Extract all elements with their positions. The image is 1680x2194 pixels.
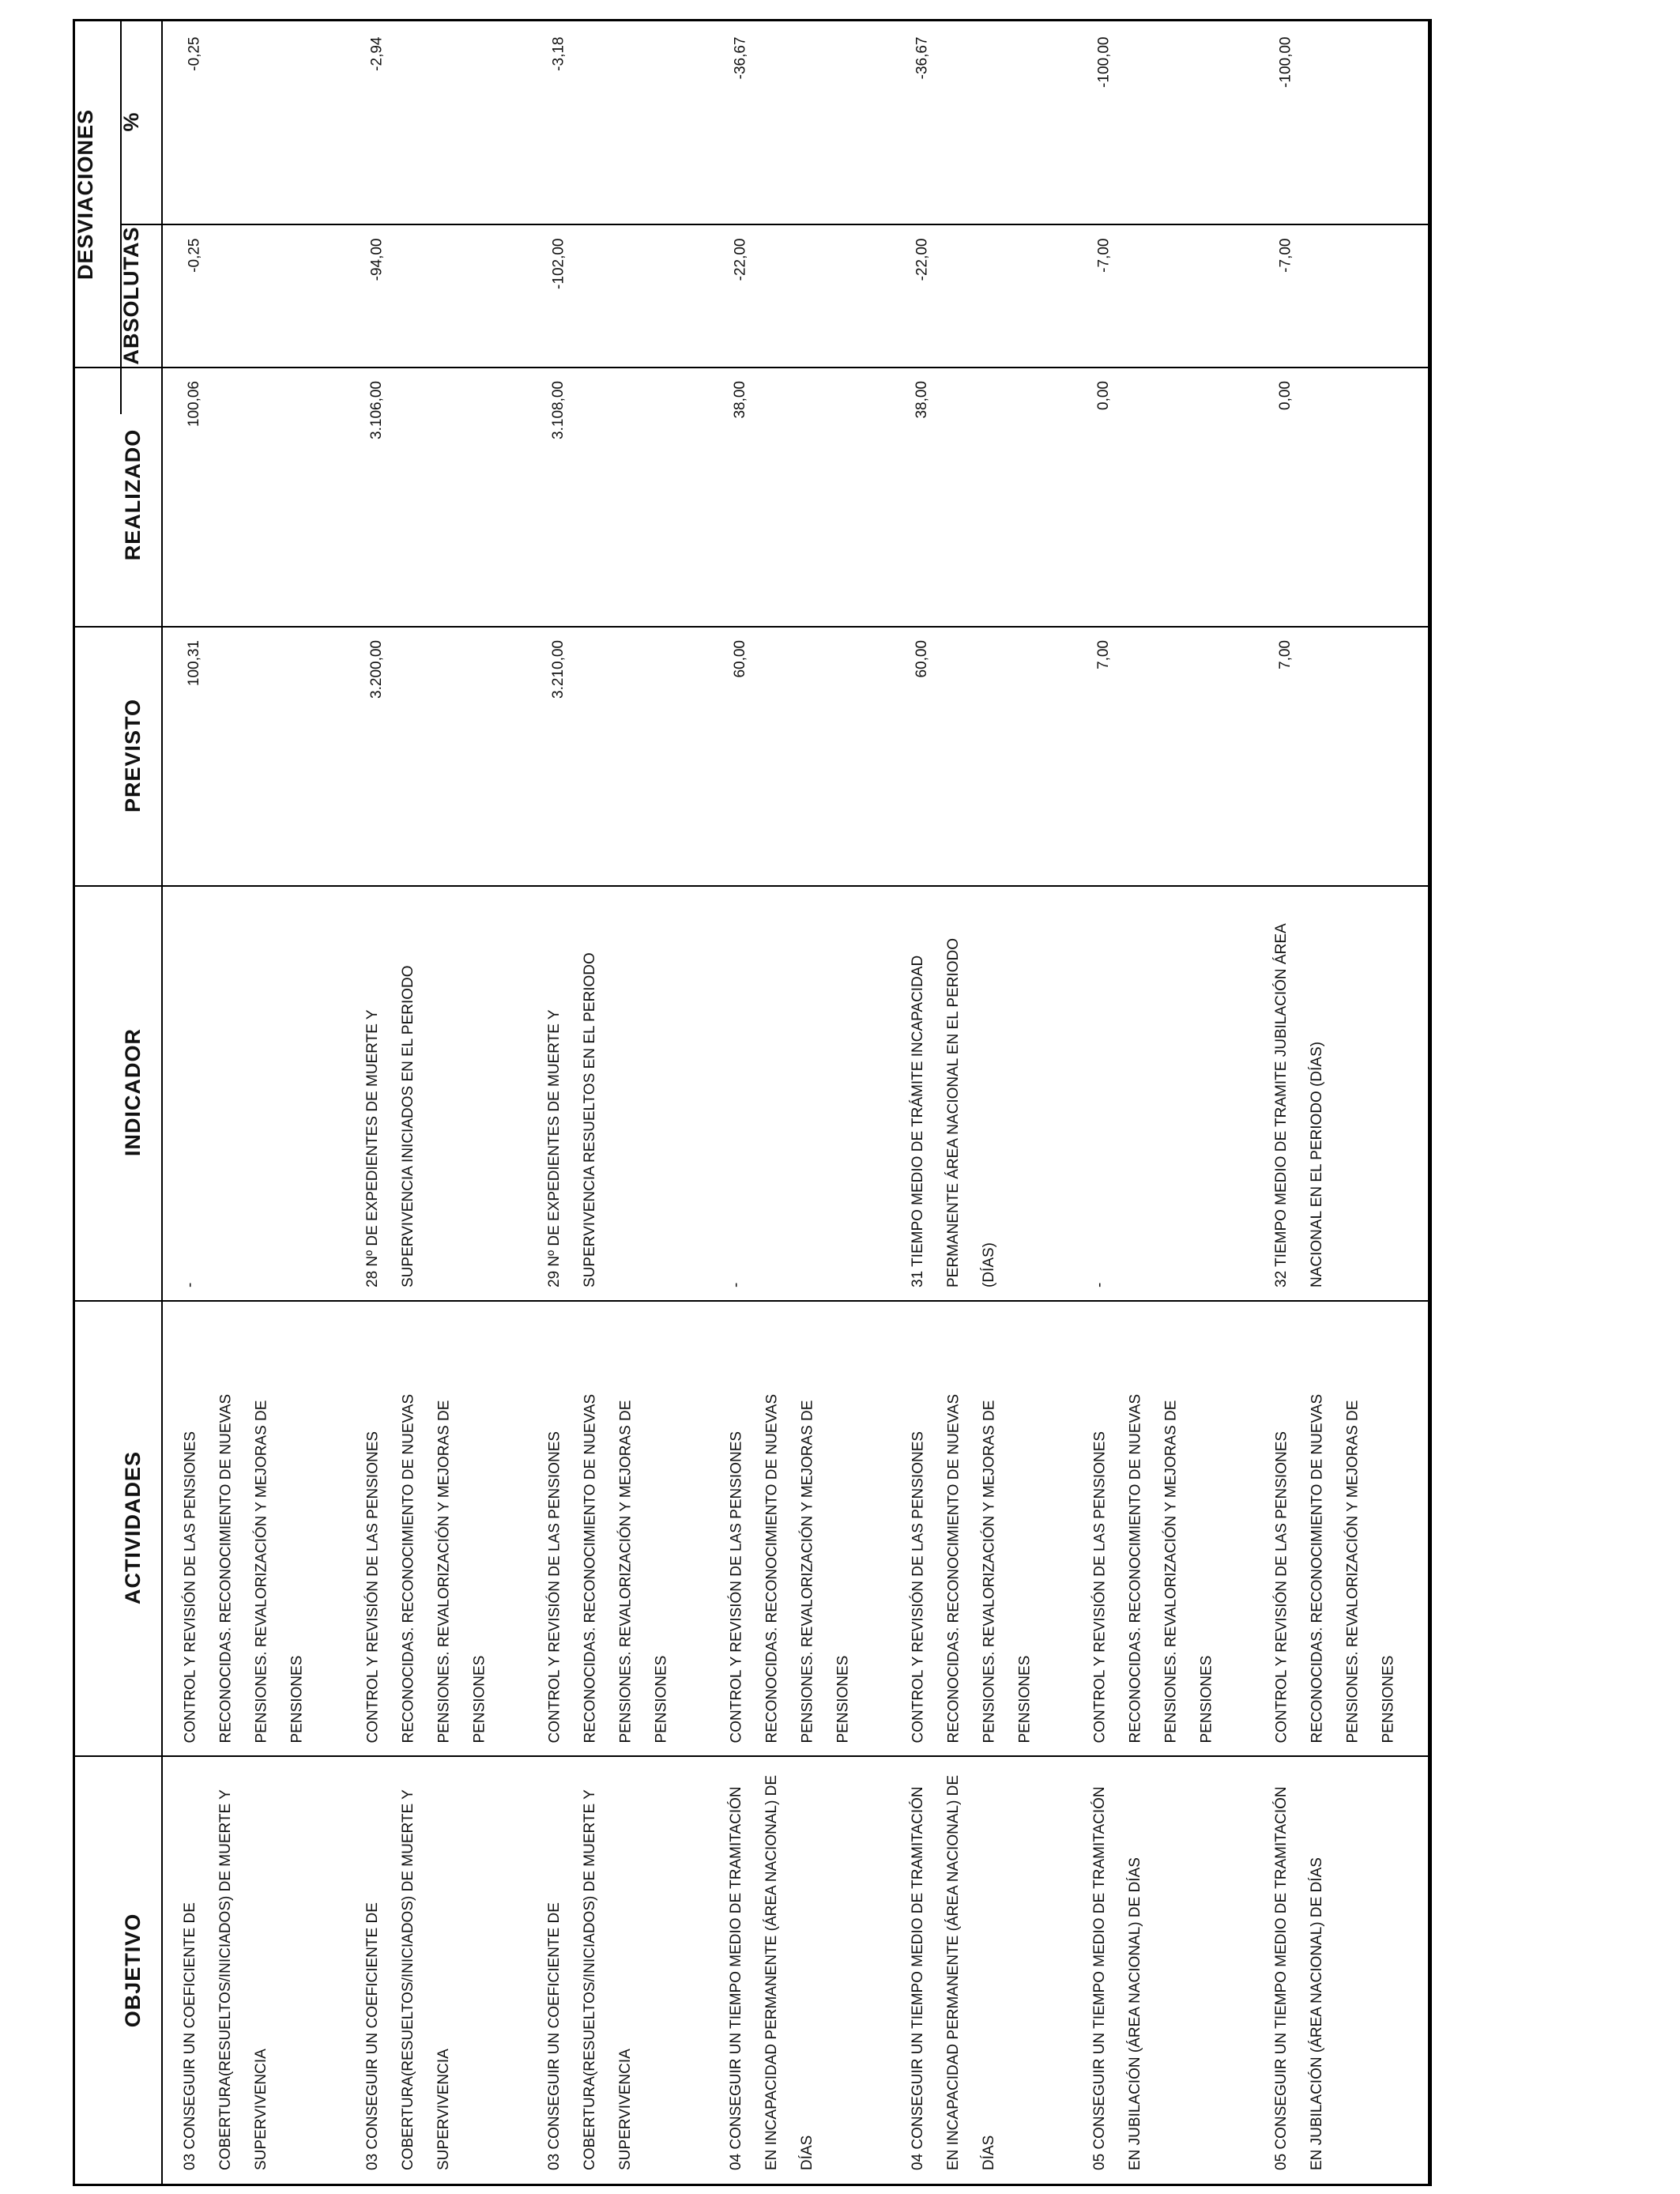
cell-pct: -100,00 — [1277, 36, 1294, 88]
cell-realizado: 3.108,00 — [550, 381, 567, 439]
header-previsto: PREVISTO — [121, 698, 145, 813]
cell-previsto: 100,31 — [186, 640, 202, 687]
cell-absolutas: -22,00 — [732, 238, 748, 281]
header-realizado: REALIZADO — [121, 428, 145, 561]
cell-absolutas: -0,25 — [186, 238, 202, 273]
col-divider-realizado — [73, 367, 1432, 368]
col-divider-indicador — [73, 885, 1432, 887]
cell-previsto: 7,00 — [1277, 640, 1294, 669]
header-actividades: ACTIVIDADES — [121, 1451, 145, 1605]
cell-actividades: CONTROL Y REVISIÓN DE LAS PENSIONES RECONOCIDAS. RECONOCIMIENTO DE NUEVAS PENSIONES. REVALORIZACIÓN Y MEJORAS DE PENSIONES — [1273, 1393, 1396, 1743]
cell-pct: -100,00 — [1095, 36, 1112, 88]
header-pct: % — [119, 111, 143, 132]
cell-pct: -36,67 — [913, 36, 930, 79]
cell-indicador: 31 TIEMPO MEDIO DE TRÁMITE INCAPACIDAD PERMANENTE ÁREA NACIONAL EN EL PERIODO (DÍAS) — [910, 937, 997, 1287]
cell-objetivo: 03 CONSEGUIR UN COEFICIENTE DE COBERTURA(RESUELTOS/INICIADOS) DE MUERTE Y SUPERVIVENCIA — [364, 1789, 452, 2170]
cell-pct: -0,25 — [186, 36, 202, 71]
col-divider-absolutas-pct — [120, 224, 1432, 225]
cell-realizado: 0,00 — [1277, 381, 1294, 410]
cell-pct: -36,67 — [732, 36, 748, 79]
header-absolutas: ABSOLUTAS — [119, 226, 143, 365]
cell-objetivo: 03 CONSEGUIR UN COEFICIENTE DE COBERTURA(RESUELTOS/INICIADOS) DE MUERTE Y SUPERVIVENCIA — [182, 1789, 269, 2170]
cell-objetivo: 05 CONSEGUIR UN TIEMPO MEDIO DE TRAMITACIÓN EN JUBILACIÓN (ÁREA NACIONAL) DE DÍAS — [1273, 1786, 1325, 2170]
cell-previsto: 60,00 — [732, 640, 748, 678]
cell-realizado: 0,00 — [1095, 381, 1112, 410]
cell-absolutas: -7,00 — [1277, 238, 1294, 273]
cell-indicador: 29 Nº DE EXPEDIENTES DE MUERTE Y SUPERVIVENCIA RESUELTOS EN EL PERIODO — [546, 952, 598, 1287]
cell-actividades: CONTROL Y REVISIÓN DE LAS PENSIONES RECONOCIDAS. RECONOCIMIENTO DE NUEVAS PENSIONES. REVALORIZACIÓN Y MEJORAS DE PENSIONES — [546, 1393, 669, 1743]
col-divider-previsto — [73, 626, 1432, 628]
cell-pct: -3,18 — [550, 36, 567, 71]
cell-pct: -2,94 — [368, 36, 385, 71]
cell-actividades: CONTROL Y REVISIÓN DE LAS PENSIONES RECONOCIDAS. RECONOCIMIENTO DE NUEVAS PENSIONES. REVALORIZACIÓN Y MEJORAS DE PENSIONES — [182, 1393, 305, 1743]
cell-indicador: 32 TIEMPO MEDIO DE TRAMITE JUBILACIÓN ÁREA NACIONAL EN EL PERIODO (DÍAS) — [1273, 924, 1325, 1287]
cell-objetivo: 05 CONSEGUIR UN TIEMPO MEDIO DE TRAMITACIÓN EN JUBILACIÓN (ÁREA NACIONAL) DE DÍAS — [1091, 1786, 1143, 2170]
cell-objetivo: 04 CONSEGUIR UN TIEMPO MEDIO DE TRAMITACIÓN EN INCAPACIDAD PERMANENTE (ÁREA NACIONAL) DE DÍAS — [910, 1774, 997, 2170]
cell-actividades: CONTROL Y REVISIÓN DE LAS PENSIONES RECONOCIDAS. RECONOCIMIENTO DE NUEVAS PENSIONES. REVALORIZACIÓN Y MEJORAS DE PENSIONES — [728, 1393, 851, 1743]
cell-previsto: 3.200,00 — [368, 640, 385, 699]
cell-absolutas: -94,00 — [368, 238, 385, 281]
cell-absolutas: -102,00 — [550, 238, 567, 289]
cell-previsto: 60,00 — [913, 640, 930, 678]
cell-previsto: 3.210,00 — [550, 640, 567, 699]
cell-indicador: 28 Nº DE EXPEDIENTES DE MUERTE Y SUPERVIVENCIA INICIADOS EN EL PERIODO — [364, 965, 416, 1287]
col-divider-objetivo — [73, 1755, 1432, 1757]
cell-actividades: CONTROL Y REVISIÓN DE LAS PENSIONES RECONOCIDAS. RECONOCIMIENTO DE NUEVAS PENSIONES. REVALORIZACIÓN Y MEJORAS DE PENSIONES — [1091, 1393, 1215, 1743]
cell-objetivo: 04 CONSEGUIR UN TIEMPO MEDIO DE TRAMITACIÓN EN INCAPACIDAD PERMANENTE (ÁREA NACIONAL) DE DÍAS — [728, 1774, 816, 2170]
cell-absolutas: -7,00 — [1095, 238, 1112, 273]
col-divider-actividades — [73, 1300, 1432, 1302]
header-column-divider — [161, 19, 163, 2186]
header-desviaciones: DESVIACIONES — [73, 108, 97, 281]
cell-realizado: 100,06 — [186, 381, 202, 428]
header-indicador: INDICADOR — [121, 1028, 145, 1156]
cell-indicador: - — [1091, 1282, 1108, 1287]
cell-indicador: - — [182, 1282, 198, 1287]
cell-indicador: - — [728, 1282, 744, 1287]
cell-actividades: CONTROL Y REVISIÓN DE LAS PENSIONES RECONOCIDAS. RECONOCIMIENTO DE NUEVAS PENSIONES. REVALORIZACIÓN Y MEJORAS DE PENSIONES — [910, 1393, 1033, 1743]
cell-objetivo: 03 CONSEGUIR UN COEFICIENTE DE COBERTURA(RESUELTOS/INICIADOS) DE MUERTE Y SUPERVIVENCIA — [546, 1789, 634, 2170]
cell-actividades: CONTROL Y REVISIÓN DE LAS PENSIONES RECONOCIDAS. RECONOCIMIENTO DE NUEVAS PENSIONES. REVALORIZACIÓN Y MEJORAS DE PENSIONES — [364, 1393, 488, 1743]
cell-realizado: 3.106,00 — [368, 381, 385, 439]
cell-realizado: 38,00 — [913, 381, 930, 419]
cell-previsto: 7,00 — [1095, 640, 1112, 669]
cell-absolutas: -22,00 — [913, 238, 930, 281]
cell-realizado: 38,00 — [732, 381, 748, 419]
header-objetivo: OBJETIVO — [121, 1913, 145, 2028]
